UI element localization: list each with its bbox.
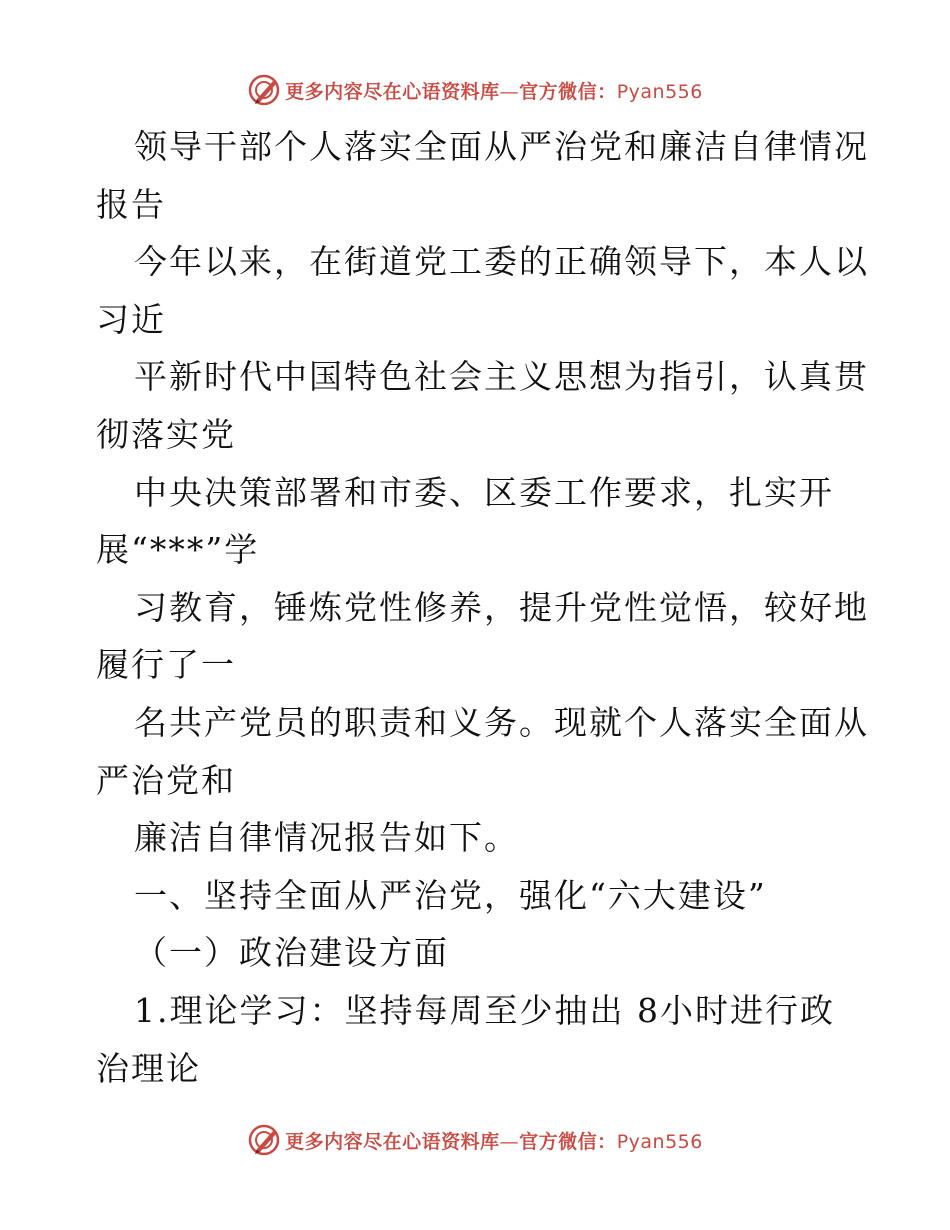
text-line: 展“***”学 xyxy=(96,530,260,570)
pen-logo-icon xyxy=(247,73,281,107)
banner-title: 更多内容尽在心语资料库 xyxy=(285,80,500,103)
banner-separator: — xyxy=(499,80,520,103)
pen-logo-icon xyxy=(247,1123,281,1157)
text-line: 中央决策部署和市委、区委工作要求，扎实开 xyxy=(134,472,834,512)
text-line: 名共产党员的职责和义务。现就个人落实全面从 xyxy=(134,702,869,742)
text-line: 一、坚持全面从严治党，强化“六大建设” xyxy=(134,875,767,915)
document-body xyxy=(96,118,876,1097)
text-line: 今年以来，在街道党工委的正确领导下，本人以 xyxy=(134,242,869,282)
text-line: 严治党和 xyxy=(96,760,236,800)
footer-watermark-banner xyxy=(0,1120,950,1160)
text-line: 习近 xyxy=(96,299,166,339)
text-line: 彻落实党 xyxy=(96,414,236,454)
text-line: 习教育，锤炼党性修养，提升党性觉悟，较好地 xyxy=(134,587,869,627)
banner-text xyxy=(285,77,703,104)
text-line: 1.理论学习：坚持每周至少抽出 8小时进行政 xyxy=(134,990,835,1030)
text-line: 平新时代中国特色社会主义思想为指引，认真贯 xyxy=(134,357,869,397)
banner-text xyxy=(285,1127,703,1154)
text-line: 领导干部个人落实全面从严治党和廉洁自律情况 xyxy=(134,127,869,166)
text-line: 廉洁自律情况报告如下。 xyxy=(134,818,519,858)
banner-title: 更多内容尽在心语资料库 xyxy=(285,1130,500,1153)
banner-wechat-label: 官方微信： xyxy=(519,1130,617,1153)
banner-account: Pyan556 xyxy=(616,1130,703,1153)
text-line: 治理论 xyxy=(96,1048,201,1088)
banner-separator: — xyxy=(499,1130,520,1153)
banner-account: Pyan556 xyxy=(616,80,703,103)
banner-wechat-label: 官方微信： xyxy=(519,80,617,103)
header-watermark-banner xyxy=(0,70,950,110)
text-line: 履行了一 xyxy=(96,645,236,685)
text-line: 报告 xyxy=(96,184,166,224)
text-line: （一）政治建设方面 xyxy=(134,933,449,973)
